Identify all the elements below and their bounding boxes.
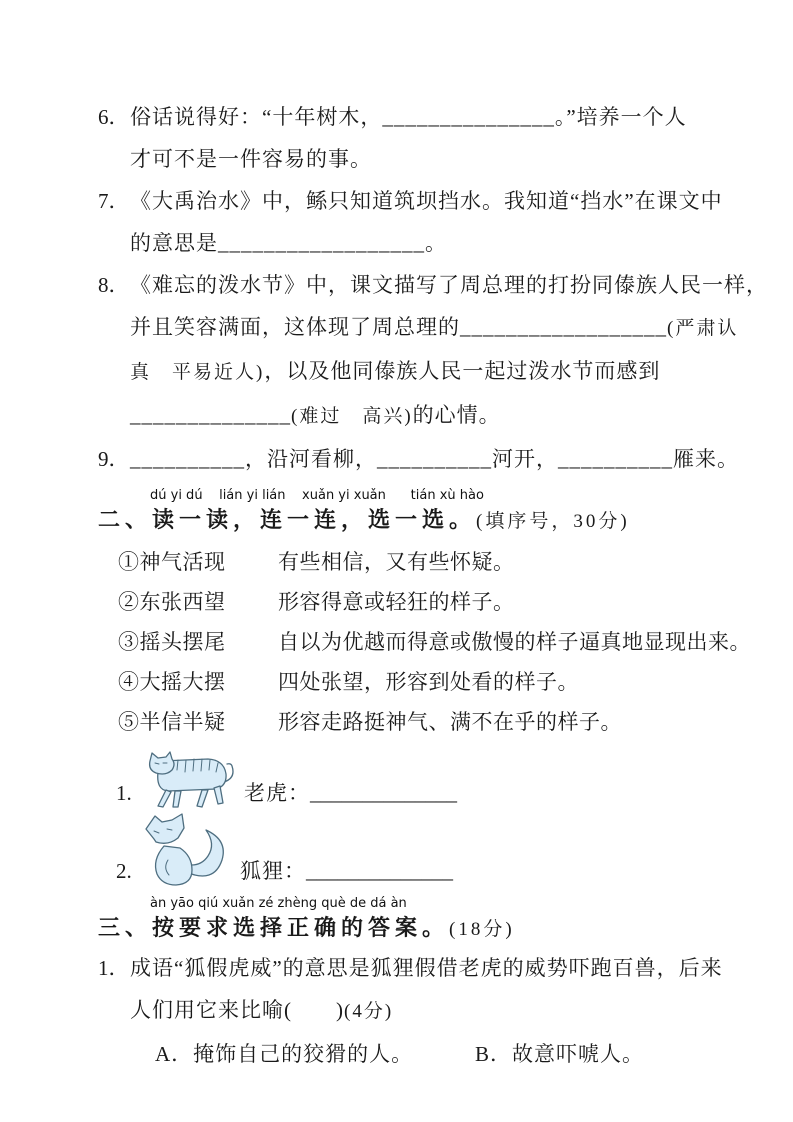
question-7-line-2 [98, 222, 770, 264]
question-9-line-1 [98, 438, 770, 480]
matching-row-1 [118, 542, 783, 582]
animal-item-2-label: 狐狸： [240, 859, 306, 883]
question-8-choice-hint-2: (难过 高兴) [291, 406, 413, 427]
section-3-question-1-text-cont: 人们用它来比喻( ) [130, 998, 344, 1022]
animal-item-tiger [116, 748, 783, 810]
matching-row-5 [118, 702, 783, 742]
matching-row-2 [118, 582, 783, 622]
fill-in-questions [98, 96, 783, 480]
question-6-text: 俗话说得好：“十年树木，_______________。”培养一个人 [130, 105, 687, 129]
question-8-text-end: 的心情。 [412, 403, 501, 427]
question-7-line-1 [98, 180, 770, 222]
question-7-number: 7． [98, 189, 130, 213]
definition-1: 有些相信，又有些怀疑。 [278, 550, 515, 574]
section-2-title-text: 二、读一读，连一连，选一选。 [98, 507, 477, 532]
idiom-4: ④大摇大摆 [118, 670, 226, 694]
option-a: A．掩饰自己的狡猾的人。 [155, 1042, 414, 1066]
option-b: B．故意吓唬人。 [475, 1042, 645, 1066]
question-8-line-4 [98, 394, 770, 438]
matching-row-3 [118, 622, 783, 662]
question-8-choice-hint-cont: 真 平易近人) [130, 362, 265, 383]
animal-item-2-blank: ______________ [306, 859, 453, 883]
matching-row-4 [118, 662, 783, 702]
fox-image [142, 812, 230, 888]
section-3-question-1-points: (4分) [344, 1001, 394, 1022]
question-7-text: 《大禹治水》中，鲧只知道筑坝挡水。我知道“挡水”在课文中 [130, 189, 723, 213]
question-8-text-cont: 并且笑容满面，这体现了周总理的__________________ [130, 315, 667, 339]
question-8-line-2 [98, 306, 770, 350]
section-3-score-note: (18分) [449, 919, 515, 940]
animal-item-fox [116, 810, 783, 888]
section-2-score-note: (填序号，30分) [476, 511, 630, 532]
animal-item-1-label: 老虎： [244, 781, 310, 805]
question-6-number: 6． [98, 105, 130, 129]
definition-2: 形容得意或轻狂的样子。 [278, 590, 515, 614]
idiom-2: ②东张西望 [118, 590, 226, 614]
section-3-question-1-number: 1． [98, 956, 130, 980]
animal-item-2-number: 2. [116, 859, 132, 883]
idiom-3: ③摇头摆尾 [118, 630, 226, 654]
definition-5: 形容走路挺神气、满不在乎的样子。 [278, 710, 622, 734]
question-6-line-1 [98, 96, 770, 138]
section-3-pinyin: àn yāo qiú xuǎn zé zhèng què de dá àn [150, 896, 407, 911]
section-2-pinyin: dú yi dú lián yi lián xuǎn yi xuǎn tián xù hào [150, 488, 484, 503]
question-7-text-cont: 的意思是__________________。 [130, 231, 447, 255]
section-3-title-text: 三、按要求选择正确的答案。 [98, 915, 450, 940]
section-2-title [98, 503, 783, 539]
section-3-question-1-line-1 [98, 947, 770, 989]
question-8-line-1 [98, 264, 770, 306]
question-6-line-2 [98, 138, 770, 180]
question-8-number: 8． [98, 273, 130, 297]
definition-4: 四处张望，形容到处看的样子。 [278, 670, 579, 694]
section-3-title [98, 911, 783, 947]
idiom-5: ⑤半信半疑 [118, 710, 226, 734]
question-8-answer-blank: ______________ [130, 403, 291, 427]
answer-options [98, 1033, 783, 1075]
section-3-question-1-line-2 [98, 989, 770, 1033]
question-8-text: 《难忘的泼水节》中，课文描写了周总理的打扮同傣族人民一样， [130, 273, 768, 297]
tiger-image [142, 750, 234, 810]
question-9-number: 9． [98, 447, 130, 471]
section-3 [98, 896, 783, 1075]
definition-3: 自以为优越而得意或傲慢的样子逼真地显现出来。 [278, 630, 751, 654]
animal-item-1-blank: ______________ [310, 781, 457, 805]
animal-item-1-number: 1. [116, 781, 132, 805]
question-6-text-cont: 才可不是一件容易的事。 [130, 147, 372, 171]
question-8-line-3 [98, 350, 770, 394]
question-9-text: __________，沿河看柳，__________河开，__________雁来。 [130, 447, 739, 471]
section-3-question-1-text: 成语“狐假虎威”的意思是狐狸假借老虎的威势吓跑百兽，后来 [130, 956, 723, 980]
matching-list [98, 542, 783, 742]
question-8-choice-hint: (严肃认 [667, 318, 739, 339]
idiom-1: ①神气活现 [118, 550, 226, 574]
question-8-text-cont2: ，以及他同傣族人民一起过泼水节而感到 [264, 359, 661, 383]
